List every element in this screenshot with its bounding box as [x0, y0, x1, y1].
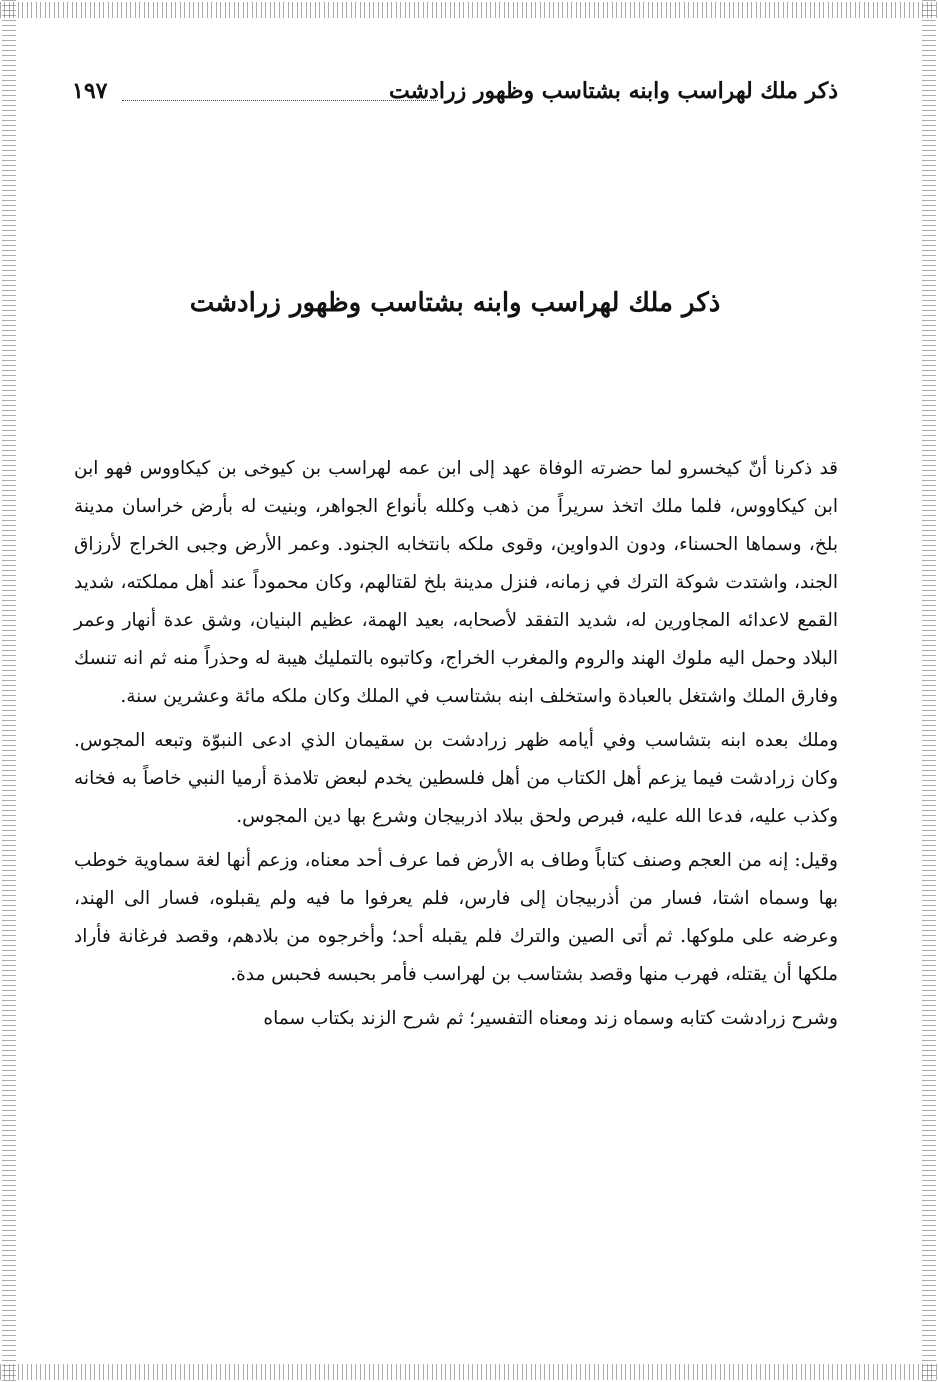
paragraph-4: وشرح زرادشت كتابه وسماه زند ومعناه التفسير؛ ثم شرح الزند بكتاب سماه	[263, 1008, 838, 1029]
dotted-leader	[122, 100, 438, 101]
bottom-ornamental-border	[0, 1364, 938, 1380]
page-number: ١٩٧	[72, 78, 108, 104]
chapter-title: ذكر ملك لهراسب وابنه بشتاسب وظهور زرادشت	[189, 288, 721, 318]
paragraph-1: قد ذكرنا أنّ كيخسرو لما حضرته الوفاة عهد إلى ابن عمه لهراسب بن كيوخى بن كيكاووس فهو ابن ابن كيكاووس، فلما ملك اتخذ سريراً من ذهب وكلله بأنواع الجواهر، وبنيت له بأرض خراسان مدينة بلخ، وسماها الحسناء، ودون الدواوين، وقوى ملكه بانتخابه الجنود. وعمر الأرض وجبى الخراج لأرزاق الجند، واشتدت شوكة الترك في زمانه، فنزل مدينة بلخ لقتالهم، وكان محموداً عند أهل مملكته، شديد القمع لاعدائه المجاورين له، شديد التفقد لأصحابه، بعيد الهمة، عظيم البنيان، وشق عدة أنهار وعمر البلاد وحمل اليه ملوك الهند والروم والمغرب الخراج، وكاتبوه بالتمليك هيبة له وحذراً منه ثم انه تنسك وفارق الملك واشتغل بالعبادة واستخلف ابنه بشتاسب في الملك وكان ملكه مائة وعشرين سنة.	[74, 458, 838, 707]
right-ornamental-border	[922, 0, 936, 1382]
body-text	[74, 450, 838, 1042]
top-ornamental-border	[0, 2, 938, 18]
running-head: ذكر ملك لهراسب وابنه بشتاسب وظهور زرادشت	[389, 78, 838, 104]
paragraph-3: وقيل: إنه من العجم وصنف كتاباً وطاف به الأرض فما عرف أحد معناه، وزعم أنها لغة سماوية خوطب بها وسماه اشتا، فسار من أذربيجان إلى فارس، فلم يعرفوا ما فيه ولم يقبلوه، فسار الى الهند، وعرضه على ملوكها. ثم أتى الصين والترك فلم يقبله أحد؛ وأخرجوه من بلادهم، وقصد فرغانة فأراد ملكها أن يقتله، فهرب منها وقصد بشتاسب بن لهراسب فأمر بحبسه فحبس مدة.	[74, 850, 838, 985]
page-header	[72, 78, 838, 118]
left-ornamental-border	[2, 0, 16, 1382]
paragraph-2: وملك بعده ابنه بتشاسب وفي أيامه ظهر زرادشت بن سقيمان الذي ادعى النبوّة وتبعه المجوس. وكان زرادشت فيما يزعم أهل الكتاب من أهل فلسطين يخدم لبعض تلامذة أرميا النبي خاصاً به فخانه وكذب عليه، فدعا الله عليه، فبرص ولحق ببلاد اذربيجان وشرع بها دين المجوس.	[74, 730, 838, 827]
